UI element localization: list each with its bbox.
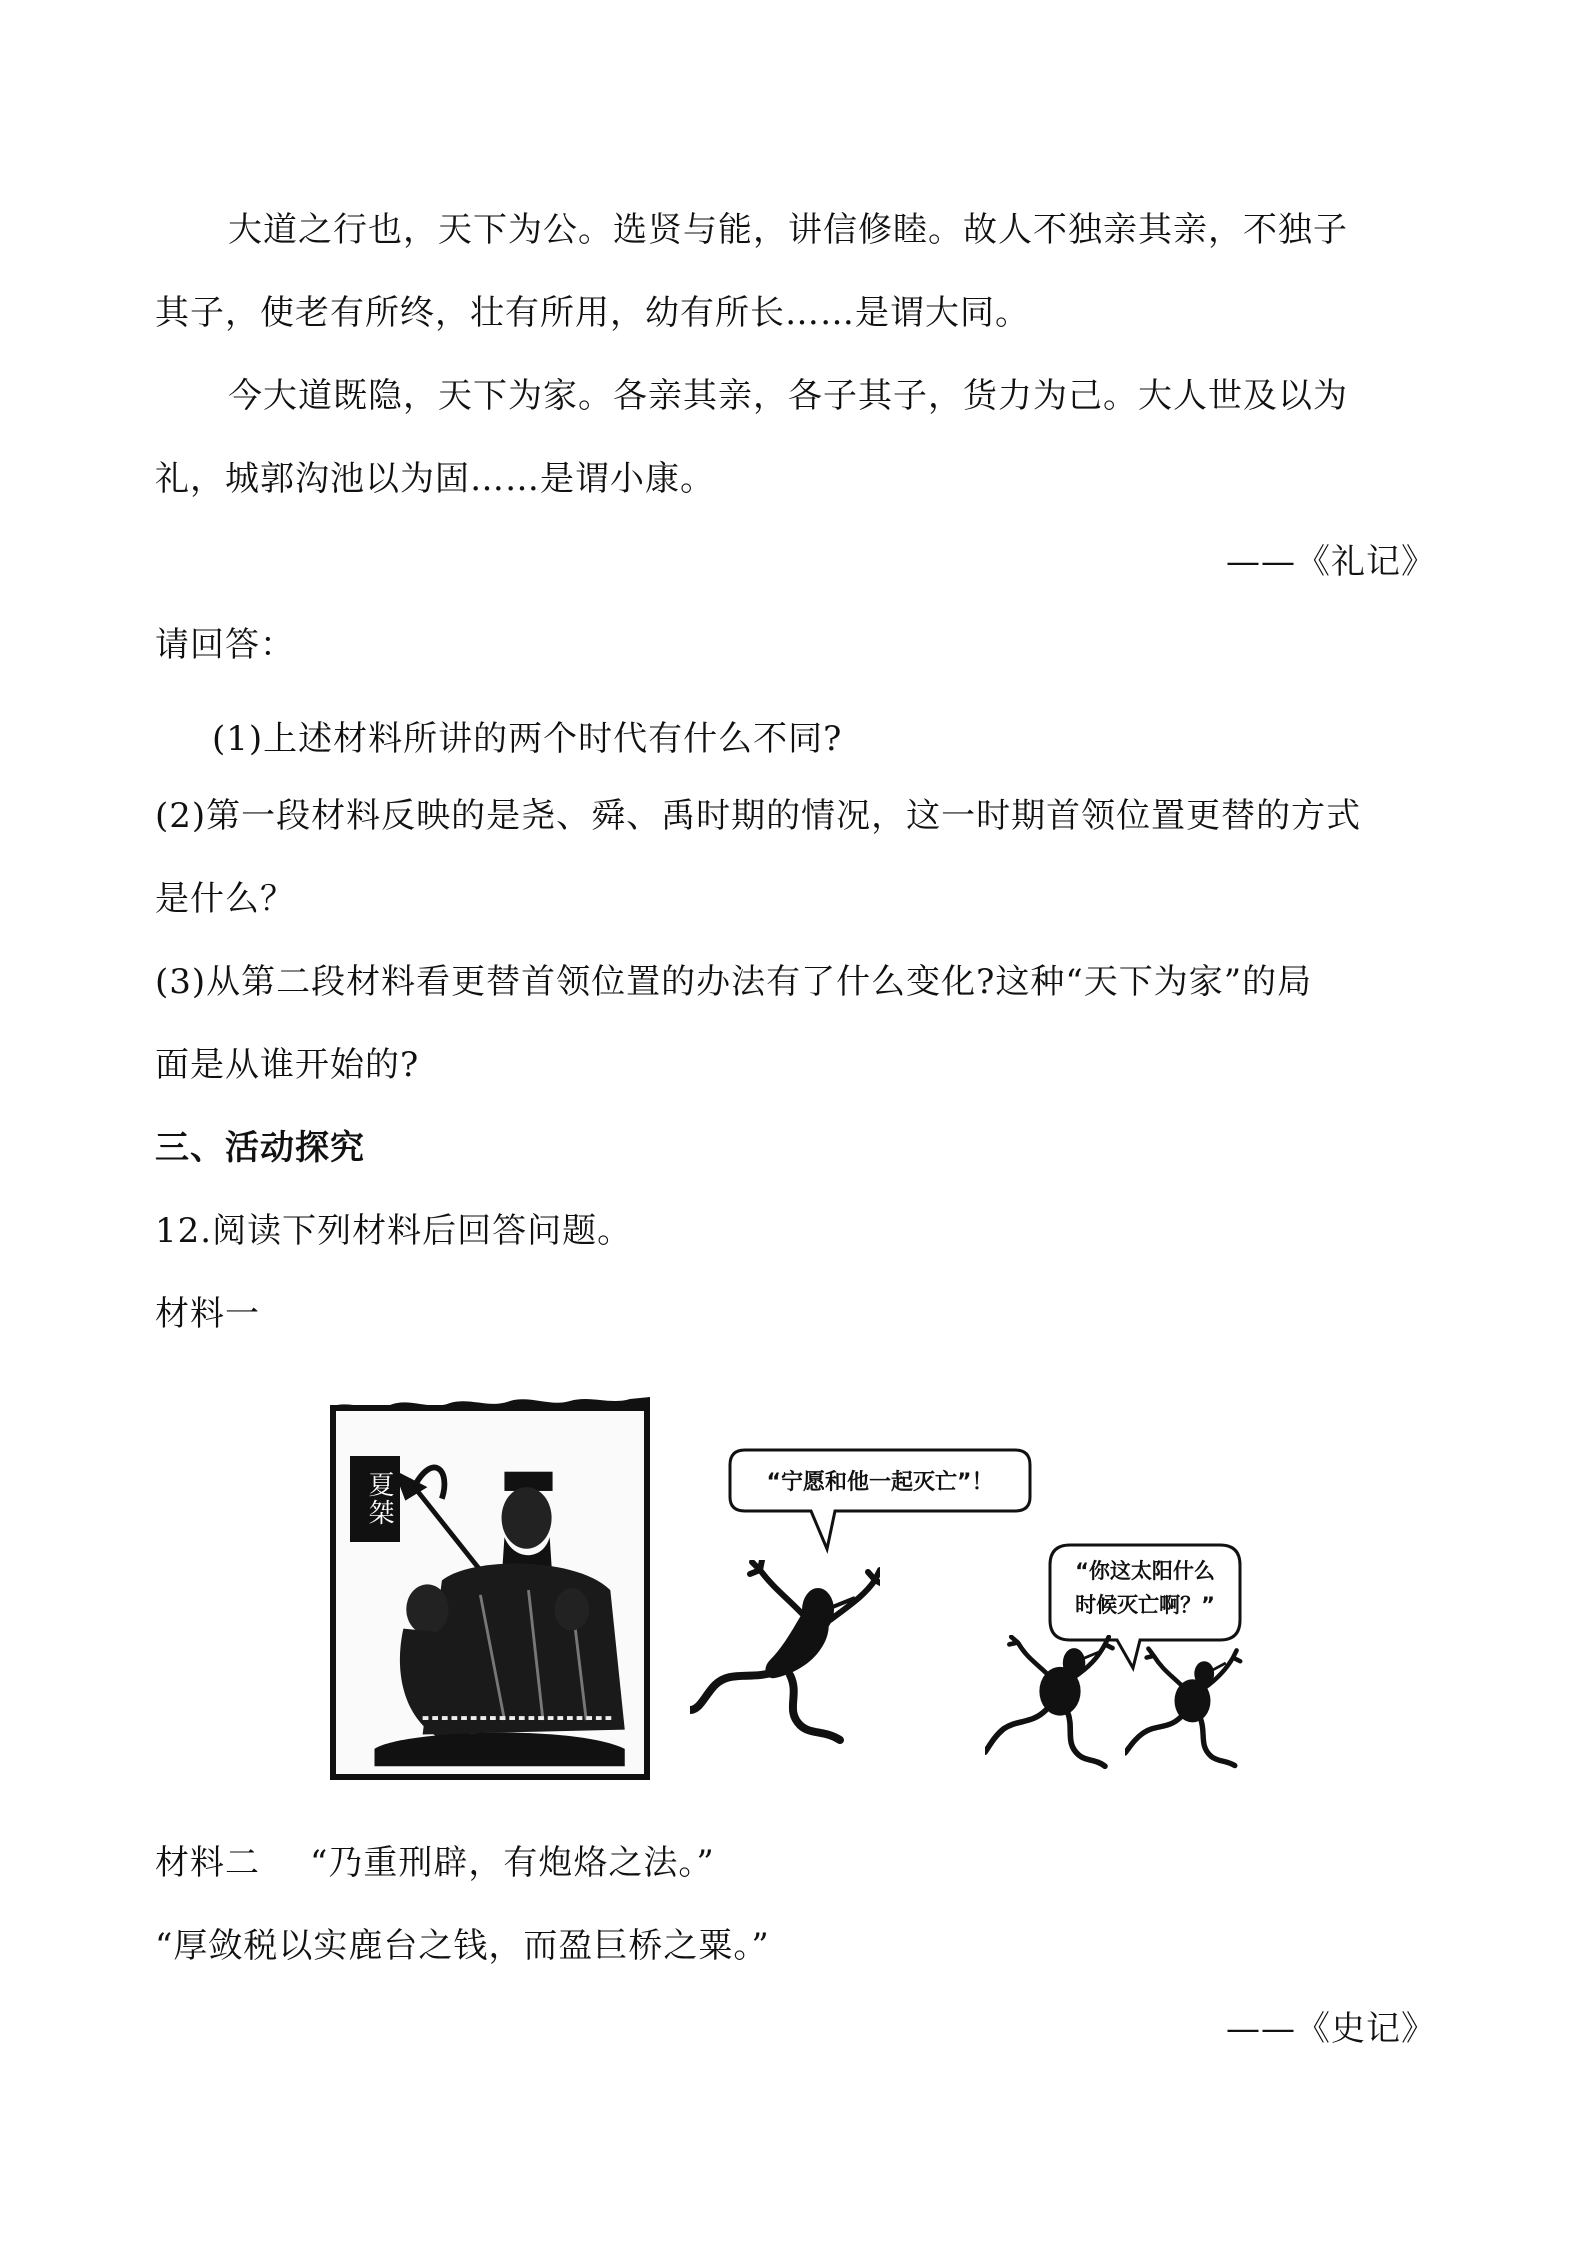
speech-bubble-2-line-2: 时候灭亡啊？” xyxy=(1075,1593,1215,1617)
question-3-line-1: (3)从第二段材料看更替首领位置的办法有了什么变化?这种“天下为家”的局 xyxy=(155,962,1313,1002)
speech-bubble-1 xyxy=(725,1445,1035,1555)
speech-bubble-2-line-1: “你这太阳什么 xyxy=(1075,1559,1215,1583)
passage-source: ——《礼记》 xyxy=(1226,542,1436,582)
material-2-source: ——《史记》 xyxy=(1226,2009,1436,2049)
material-2-label: 材料二 xyxy=(155,1843,260,1883)
passage-paragraph-2-line-2: 礼，城郭沟池以为固……是谓小康。 xyxy=(155,459,715,499)
xia-jie-figure-icon xyxy=(336,1411,644,1774)
question-2-line-1: (2)第一段材料反映的是尧、舜、禹时期的情况，这一时期首领位置更替的方式 xyxy=(155,796,1362,836)
material-2-quote-1: “乃重刑辟，有炮烙之法。” xyxy=(310,1843,715,1883)
dancing-figure-small-icon xyxy=(1125,1645,1260,1780)
material-1-label: 材料一 xyxy=(155,1294,260,1334)
xia-jie-name-stamp: 夏桀 xyxy=(350,1456,400,1542)
dancing-figure-medium-icon xyxy=(985,1635,1135,1785)
speech-bubble-1-text: “宁愿和他一起灭亡”！ xyxy=(766,1470,994,1495)
question-2-line-2: 是什么？ xyxy=(155,879,295,919)
material-2-quote-2: “厚敛税以实鹿台之钱，而盈巨桥之粟。” xyxy=(155,1926,770,1966)
section-heading: 三、活动探究 xyxy=(155,1128,365,1168)
questions-prompt: 请回答： xyxy=(155,625,295,665)
question-1: (1)上述材料所讲的两个时代有什么不同? xyxy=(212,719,843,759)
passage-paragraph-2-line-1: 今大道既隐，天下为家。各亲其亲，各子其子，货力为己。大人世及以为 xyxy=(228,376,1348,416)
passage-paragraph-1-line-2: 其子，使老有所终，壮有所用，幼有所长……是谓大同。 xyxy=(155,293,1030,333)
xia-jie-woodcut-image xyxy=(330,1405,650,1780)
passage-paragraph-1-line-1: 大道之行也，天下为公。选贤与能，讲信修睦。故人不独亲其亲，不独子 xyxy=(228,210,1348,250)
question-3-line-2: 面是从谁开始的? xyxy=(155,1045,420,1085)
dancing-figure-large-icon xyxy=(690,1560,880,1750)
question-12: 12.阅读下列材料后回答问题。 xyxy=(155,1211,633,1251)
material-1-figure xyxy=(330,1395,1260,1795)
